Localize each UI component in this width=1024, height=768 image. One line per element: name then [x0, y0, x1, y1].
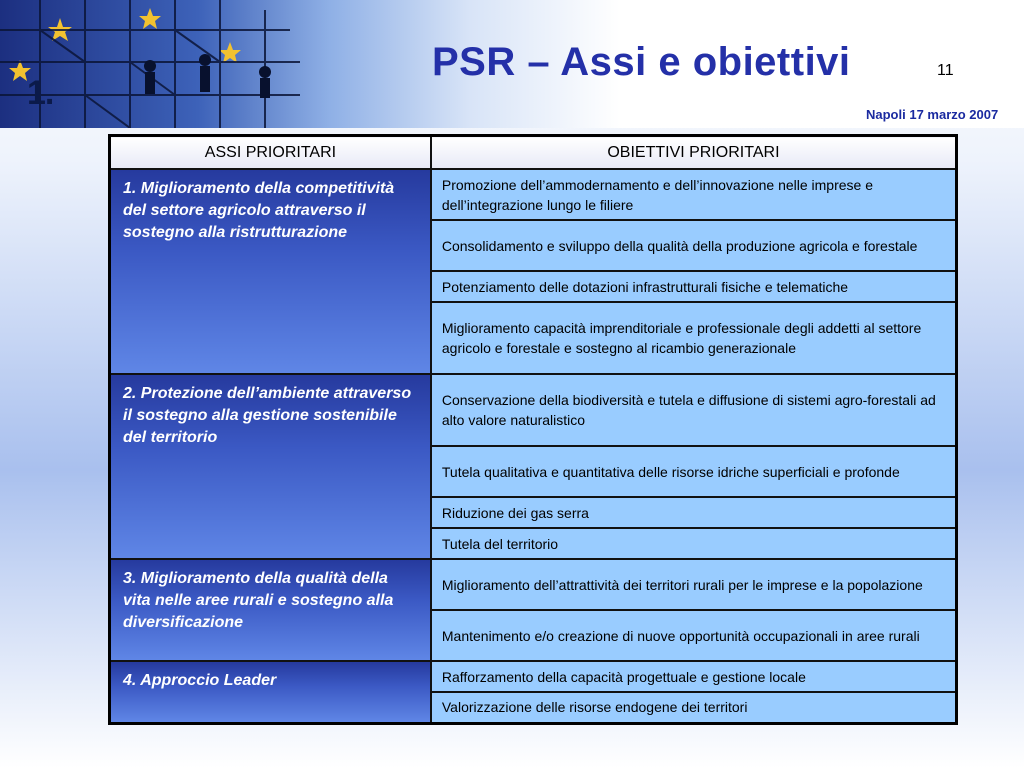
objective-cell: Conservazione della biodiversità e tutela e diffusione di sistemi agro-forestali ad alto valore naturalistico: [431, 374, 957, 446]
table-header-row: [110, 136, 957, 170]
objective-cell: Valorizzazione delle risorse endogene dei territori: [431, 692, 957, 723]
objective-cell: Consolidamento e sviluppo della qualità della produzione agricola e forestale: [431, 220, 957, 271]
objective-cell: Tutela del territorio: [431, 528, 957, 559]
axes-objectives-table: [108, 134, 958, 725]
page-title: PSR – Assi e obiettivi: [432, 40, 851, 84]
axis-1-label: 1. Miglioramento della competitività del settore agricolo attraverso il sostegno alla ristrutturazione: [110, 169, 431, 374]
objective-cell: Promozione dell’ammodernamento e dell’innovazione nelle imprese e dell’integrazione lungo le filiere: [431, 169, 957, 220]
objective-cell: Miglioramento capacità imprenditoriale e professionale degli addetti al settore agricolo e forestale e sostegno al ricambio generazionale: [431, 302, 957, 374]
table-row: [110, 374, 957, 446]
header-obiettivi-prioritari: OBIETTIVI PRIORITARI: [431, 136, 957, 170]
date-label: Napoli 17 marzo 2007: [866, 107, 999, 122]
objective-cell: Potenziamento delle dotazioni infrastrutturali fisiche e telematiche: [431, 271, 957, 302]
axis-2-label: 2. Protezione dell’ambiente attraverso il sostegno alla gestione sostenibile del territorio: [110, 374, 431, 559]
objective-cell: Tutela qualitativa e quantitativa delle risorse idriche superficiali e profonde: [431, 446, 957, 497]
objective-cell: Mantenimento e/o creazione di nuove opportunità occupazionali in aree rurali: [431, 610, 957, 661]
page-number: 11: [937, 62, 954, 79]
objective-cell: Miglioramento dell’attrattività dei territori rurali per le imprese e la popolazione: [431, 559, 957, 610]
objective-cell: Rafforzamento della capacità progettuale e gestione locale: [431, 661, 957, 692]
slide-tag: 1.: [27, 74, 54, 112]
header-assi-prioritari: ASSI PRIORITARI: [110, 136, 431, 170]
objective-cell: Riduzione dei gas serra: [431, 497, 957, 528]
table-row: [110, 169, 957, 220]
table-row: [110, 559, 957, 610]
axis-4-label: 4. Approccio Leader: [110, 661, 431, 723]
table-row: [110, 661, 957, 692]
axis-3-label: 3. Miglioramento della qualità della vita nelle aree rurali e sostegno alla diversificazione: [110, 559, 431, 661]
